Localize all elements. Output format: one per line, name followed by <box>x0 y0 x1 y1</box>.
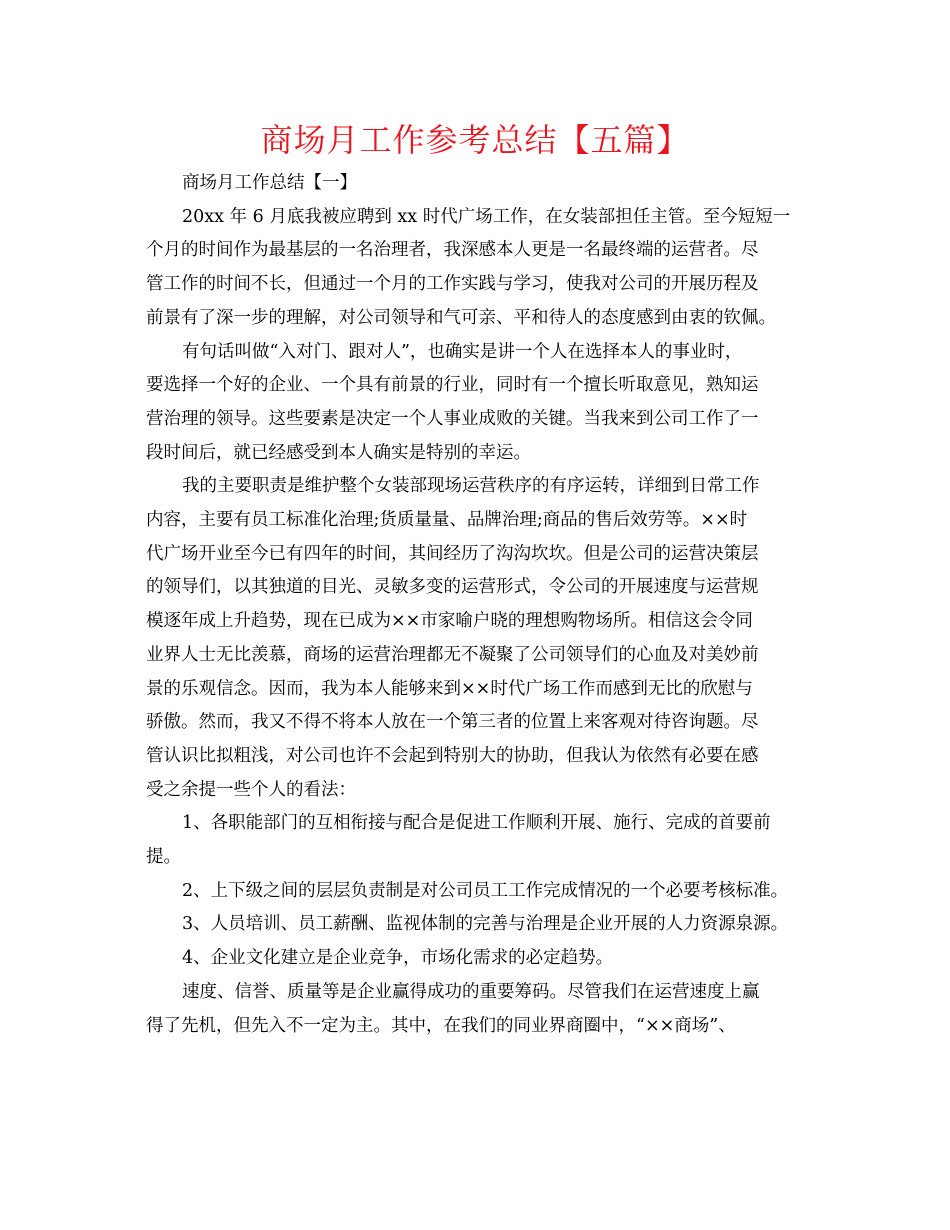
text-line: 骄傲。然而，我又不得不将本人放在一个第三者的位置上来客观对待咨询题。尽 <box>146 712 759 733</box>
text-line: 2、上下级之间的层层负责制是对公司员工工作完成情况的一个必要考核标准。 <box>182 880 789 901</box>
list-item-1 <box>146 807 826 874</box>
text-line: 提。 <box>146 847 181 868</box>
list-item-4 <box>146 942 826 976</box>
paragraph-final <box>146 976 826 1043</box>
text-line: 营治理的领导。这些要素是决定一个人事业成败的关键。当我来到公司工作了一 <box>146 408 759 429</box>
paragraph-3 <box>146 470 826 807</box>
list-item-3 <box>146 908 826 942</box>
text-line: 前景有了深一步的理解，对公司领导和气可亲、平和待人的态度感到由衷的钦佩。 <box>146 307 776 328</box>
text-line: 内容，主要有员工标准化治理;货质量量、品牌治理;商品的售后效劳等。××时 <box>146 510 748 531</box>
paragraph-2 <box>146 336 826 471</box>
text-line: 速度、信誉、质量等是企业赢得成功的重要筹码。尽管我们在运营速度上赢 <box>182 981 760 1002</box>
text-line: 的领导们，以其独道的目光、灵敏多变的运营形式，令公司的开展速度与运营规 <box>146 577 759 598</box>
text-line: 3、人员培训、员工薪酬、监视体制的完善与治理是企业开展的人力资源泉源。 <box>182 914 789 935</box>
text-line: 要选择一个好的企业、一个具有前景的行业，同时有一个擅长听取意见，熟知运 <box>146 375 759 396</box>
list-item-2 <box>146 875 826 909</box>
text-line: 得了先机，但先入不一定为主。其中，在我们的同业界商圈中，“××商场”、 <box>146 1015 736 1036</box>
paragraph-1 <box>146 201 826 336</box>
text-line: 管认识比拟粗浅，对公司也许不会起到特别大的协助，但我认为依然有必要在感 <box>146 745 759 766</box>
text-line: 业界人士无比羡慕，商场的运营治理都无不凝聚了公司领导们的心血及对美妙前 <box>146 644 759 665</box>
text-line: 我的主要职责是维护整个女装部现场运营秩序的有序运转，详细到日常工作 <box>182 476 760 497</box>
text-line: 管工作的时间不长，但通过一个月的工作实践与学习，使我对公司的开展历程及 <box>146 274 759 295</box>
text-line: 个月的时间作为最基层的一名治理者，我深感本人更是一名最终端的运营者。尽 <box>146 240 759 261</box>
document-body <box>146 167 826 1043</box>
text-line: 段时间后，就已经感受到本人确实是特别的幸运。 <box>146 442 531 463</box>
text-line: 20xx 年 6 月底我被应聘到 xx 时代广场工作，在女装部担任主管。至今短短一 <box>182 206 791 227</box>
text-line: 代广场开业至今已有四年的时间，其间经历了沟沟坎坎。但是公司的运营决策层 <box>146 543 759 564</box>
text-line: 4、企业文化建立是企业竞争，市场化需求的必定趋势。 <box>182 948 614 969</box>
text-line: 受之余提一些个人的看法： <box>146 779 356 800</box>
section-heading <box>146 167 826 201</box>
text-line: 商场月工作总结【一】 <box>182 173 357 193</box>
text-line: 模逐年成上升趋势，现在已成为××市家喻户晓的理想购物场所。相信这会令同 <box>146 611 753 632</box>
text-line: 有句话叫做“入对门、跟对人”，也确实是讲一个人在选择本人的事业时， <box>182 341 743 362</box>
document-title: 商场月工作参考总结【五篇】 <box>260 121 690 159</box>
text-line: 1、各职能部门的互相衔接与配合是促进工作顺利开展、施行、完成的首要前 <box>182 813 771 834</box>
text-line: 景的乐观信念。因而，我为本人能够来到××时代广场工作而感到无比的欣慰与 <box>146 678 753 699</box>
